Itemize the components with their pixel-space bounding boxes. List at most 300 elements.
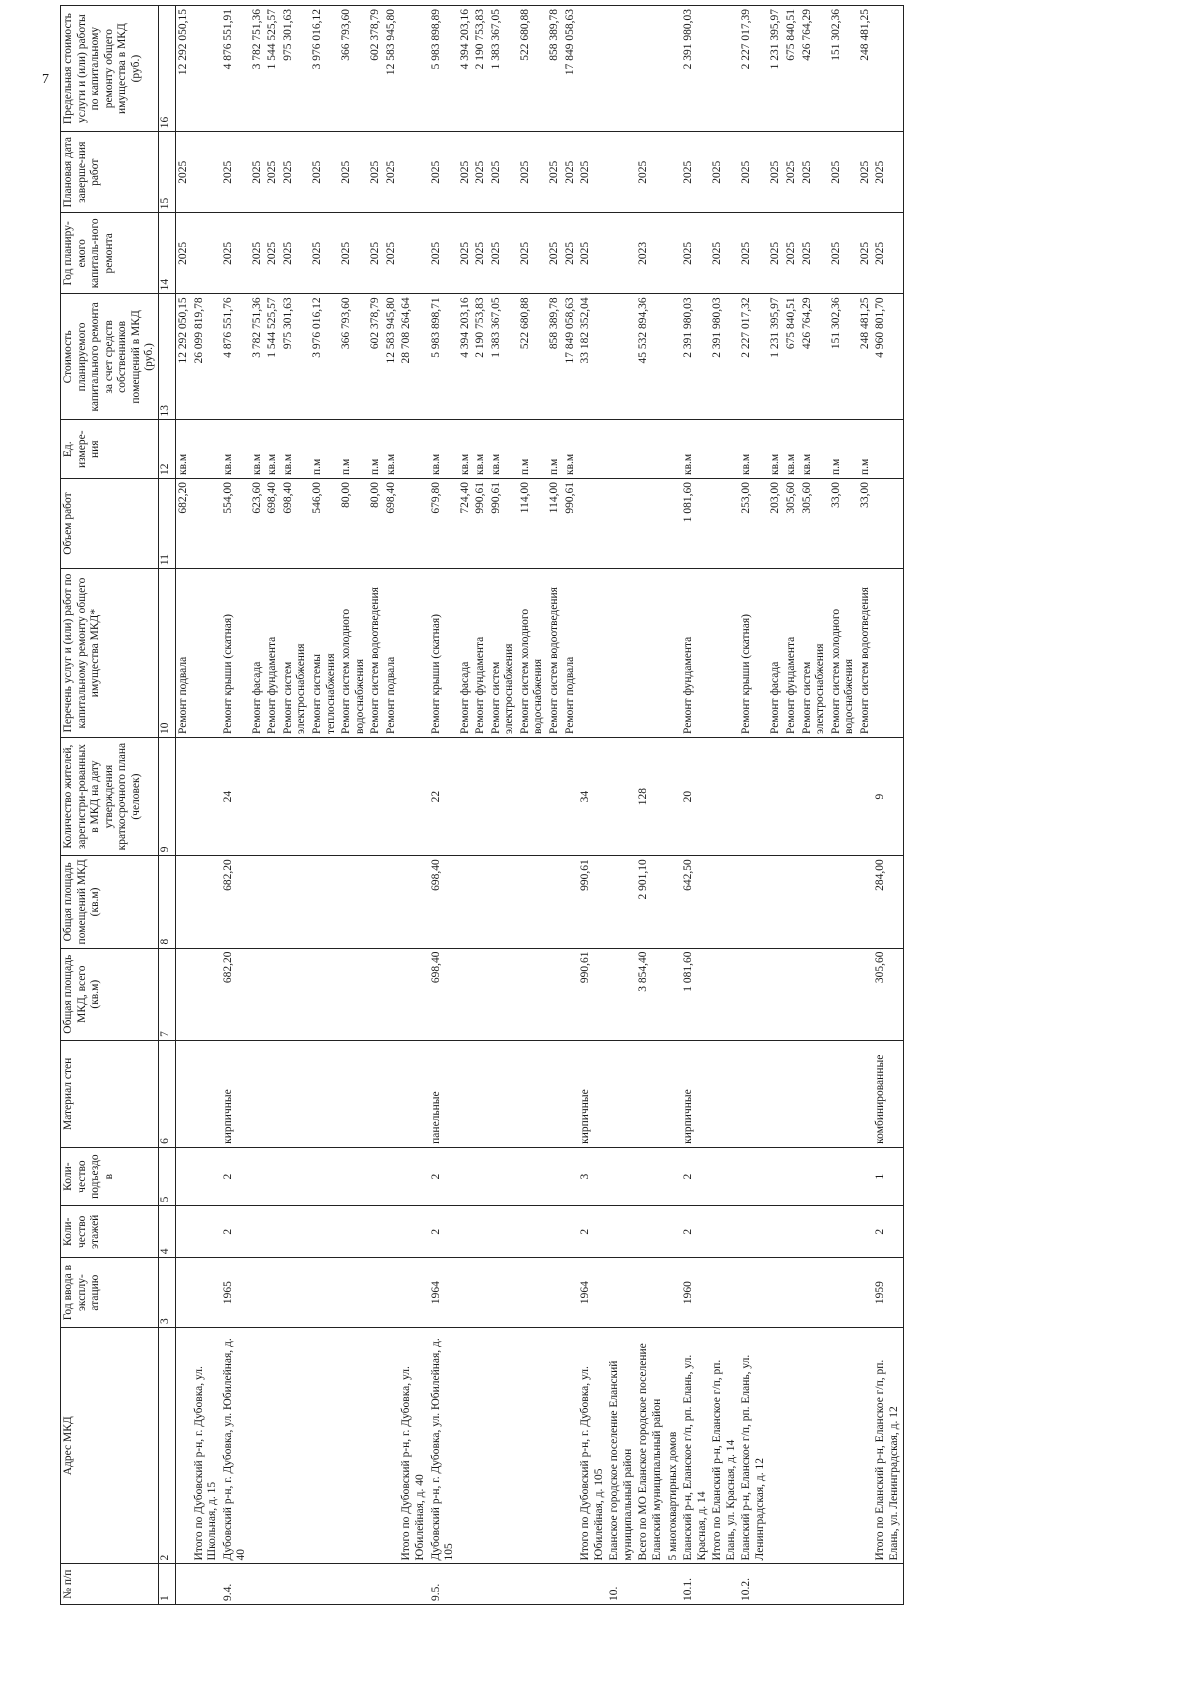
unit-cell: кв.м	[739, 420, 768, 479]
total-area-cell	[399, 948, 428, 1040]
total-area-cell	[829, 948, 858, 1040]
total-area-cell	[547, 948, 563, 1040]
address-cell: Итого по Дубовский р-н, г. Дубовка, ул. Юбилейная, д. 40	[399, 1328, 428, 1564]
premises-area-cell	[768, 856, 784, 948]
address-cell	[829, 1328, 858, 1564]
work-type-cell: Ремонт системы теплоснабжения	[310, 569, 339, 738]
residents-cell	[563, 737, 579, 855]
cost-cell: 1 383 367,05	[489, 294, 518, 420]
volume-cell: 33,00	[858, 479, 874, 569]
premises-area-cell	[666, 856, 682, 948]
row-number-cell	[666, 1564, 682, 1605]
unit-cell: п.м	[339, 420, 368, 479]
wall-material-cell	[192, 1040, 221, 1147]
completion-year-cell: 2025	[784, 132, 800, 213]
wall-material-cell: комбинированные	[873, 1040, 903, 1147]
volume-cell	[710, 479, 739, 569]
year-cell	[607, 1258, 636, 1328]
table-row	[858, 6, 874, 1605]
col-number: 13	[158, 294, 175, 420]
residents-cell	[281, 737, 310, 855]
cost-cell: 248 481,25	[858, 294, 874, 420]
completion-year-cell: 2025	[547, 132, 563, 213]
work-type-cell: Ремонт систем электроснабжения	[489, 569, 518, 738]
wall-material-cell	[175, 1040, 191, 1147]
entrances-cell	[666, 1147, 682, 1206]
repair-year-cell: 2025	[518, 213, 547, 294]
premises-area-cell	[192, 856, 221, 948]
floors-cell	[800, 1206, 829, 1258]
floors-cell	[739, 1206, 768, 1258]
unit-cell: кв.м	[489, 420, 518, 479]
residents-cell	[739, 737, 768, 855]
floors-cell	[265, 1206, 281, 1258]
total-area-cell	[768, 948, 784, 1040]
volume-cell: 682,20	[175, 479, 191, 569]
year-cell	[250, 1258, 266, 1328]
repair-year-cell: 2025	[339, 213, 368, 294]
total-area-cell: 305,60	[873, 948, 903, 1040]
cost-cell: 5 983 898,71	[429, 294, 458, 420]
volume-cell: 623,60	[250, 479, 266, 569]
work-type-cell: Ремонт крыши (скатная)	[429, 569, 458, 738]
cost-cell: 4 876 551,76	[221, 294, 250, 420]
work-type-cell: Ремонт систем электроснабжения	[800, 569, 829, 738]
floors-cell: 2	[681, 1206, 710, 1258]
year-cell: 1964	[578, 1258, 607, 1328]
max-cost-cell: 366 793,60	[339, 6, 368, 132]
volume-cell: 990,61	[563, 479, 579, 569]
unit-cell: кв.м	[563, 420, 579, 479]
col-header-works-list: Перечень услуг и (или) работ по капитальному ремонту общего имущества МКД*	[61, 569, 159, 738]
table-row	[636, 6, 665, 1605]
year-cell: 1959	[873, 1258, 903, 1328]
premises-area-cell	[800, 856, 829, 948]
volume-cell: 554,00	[221, 479, 250, 569]
floors-cell	[710, 1206, 739, 1258]
row-number-cell: 9.4.	[221, 1564, 250, 1605]
premises-area-cell	[473, 856, 489, 948]
premises-area-cell: 2 901,10	[636, 856, 665, 948]
premises-area-cell	[339, 856, 368, 948]
table-row	[175, 6, 191, 1605]
cost-cell	[607, 294, 636, 420]
floors-cell: 2	[429, 1206, 458, 1258]
year-cell: 1964	[429, 1258, 458, 1328]
entrances-cell: 1	[873, 1147, 903, 1206]
volume-cell: 698,40	[384, 479, 400, 569]
volume-cell: 990,61	[489, 479, 518, 569]
max-cost-cell: 17 849 058,63	[563, 6, 579, 132]
row-number-cell	[384, 1564, 400, 1605]
wall-material-cell	[607, 1040, 636, 1147]
entrances-cell	[310, 1147, 339, 1206]
unit-cell: кв.м	[384, 420, 400, 479]
completion-year-cell: 2025	[489, 132, 518, 213]
cost-cell: 426 764,29	[800, 294, 829, 420]
repair-year-cell: 2025	[858, 213, 874, 294]
total-area-cell	[192, 948, 221, 1040]
total-area-cell: 698,40	[429, 948, 458, 1040]
floors-cell	[858, 1206, 874, 1258]
cost-cell: 1 544 525,57	[265, 294, 281, 420]
row-number-cell	[339, 1564, 368, 1605]
volume-cell	[873, 479, 903, 569]
table-row	[192, 6, 221, 1605]
repair-year-cell: 2025	[458, 213, 474, 294]
work-type-cell: Ремонт систем водоотведения	[368, 569, 384, 738]
cost-cell: 366 793,60	[339, 294, 368, 420]
volume-cell: 724,40	[458, 479, 474, 569]
unit-cell: п.м	[368, 420, 384, 479]
volume-cell: 679,80	[429, 479, 458, 569]
year-cell	[399, 1258, 428, 1328]
floors-cell	[784, 1206, 800, 1258]
unit-cell	[399, 420, 428, 479]
completion-year-cell	[192, 132, 221, 213]
entrances-cell	[607, 1147, 636, 1206]
volume-cell: 80,00	[339, 479, 368, 569]
floors-cell	[384, 1206, 400, 1258]
unit-cell: п.м	[858, 420, 874, 479]
address-cell: Итого по Дубовский р-н, г. Дубовка, ул. Юбилейная, д. 105	[578, 1328, 607, 1564]
completion-year-cell	[666, 132, 682, 213]
unit-cell: п.м	[829, 420, 858, 479]
max-cost-cell: 522 680,88	[518, 6, 547, 132]
volume-cell: 305,60	[800, 479, 829, 569]
col-number: 16	[158, 6, 175, 132]
wall-material-cell	[710, 1040, 739, 1147]
premises-area-cell	[458, 856, 474, 948]
volume-cell: 698,40	[281, 479, 310, 569]
unit-cell	[578, 420, 607, 479]
address-cell: Итого по Еланский р-н, Еланское г/п, рп. Елань, ул. Красная, д. 14	[710, 1328, 739, 1564]
table-row	[547, 6, 563, 1605]
table-row	[310, 6, 339, 1605]
residents-cell	[192, 737, 221, 855]
cost-cell	[666, 294, 682, 420]
col-number: 14	[158, 213, 175, 294]
premises-area-cell: 990,61	[578, 856, 607, 948]
wall-material-cell: кирпичные	[578, 1040, 607, 1147]
row-number-cell	[489, 1564, 518, 1605]
unit-cell: кв.м	[250, 420, 266, 479]
wall-material-cell	[281, 1040, 310, 1147]
rotated-table-page	[60, 5, 1180, 1605]
total-area-cell: 3 854,40	[636, 948, 665, 1040]
unit-cell: п.м	[518, 420, 547, 479]
year-cell: 1960	[681, 1258, 710, 1328]
year-cell	[192, 1258, 221, 1328]
cost-cell: 151 302,36	[829, 294, 858, 420]
residents-cell	[784, 737, 800, 855]
wall-material-cell	[784, 1040, 800, 1147]
table-row	[281, 6, 310, 1605]
completion-year-cell: 2025	[281, 132, 310, 213]
table-body	[175, 6, 903, 1605]
volume-cell: 203,00	[768, 479, 784, 569]
repair-year-cell: 2025	[384, 213, 400, 294]
wall-material-cell	[250, 1040, 266, 1147]
wall-material-cell	[368, 1040, 384, 1147]
work-type-cell: Ремонт систем холодного водоснабжения	[339, 569, 368, 738]
entrances-cell	[458, 1147, 474, 1206]
max-cost-cell: 3 976 016,12	[310, 6, 339, 132]
entrances-cell	[710, 1147, 739, 1206]
table-row	[681, 6, 710, 1605]
unit-cell: кв.м	[175, 420, 191, 479]
volume-cell: 546,00	[310, 479, 339, 569]
work-type-cell: Ремонт фундамента	[681, 569, 710, 738]
volume-cell	[399, 479, 428, 569]
col-number: 8	[158, 856, 175, 948]
residents-cell: 34	[578, 737, 607, 855]
col-number: 2	[158, 1328, 175, 1564]
col-number: 12	[158, 420, 175, 479]
col-header-address: Адрес МКД	[61, 1328, 159, 1564]
max-cost-cell: 151 302,36	[829, 6, 858, 132]
work-type-cell	[578, 569, 607, 738]
wall-material-cell	[473, 1040, 489, 1147]
address-cell	[563, 1328, 579, 1564]
row-number-cell	[399, 1564, 428, 1605]
premises-area-cell	[784, 856, 800, 948]
year-cell	[636, 1258, 665, 1328]
address-cell	[310, 1328, 339, 1564]
table-row	[578, 6, 607, 1605]
floors-cell: 2	[221, 1206, 250, 1258]
completion-year-cell: 2025	[265, 132, 281, 213]
floors-cell	[607, 1206, 636, 1258]
completion-year-cell: 2025	[563, 132, 579, 213]
col-header-year: Год ввода в эксплу-атацию	[61, 1258, 159, 1328]
column-number-row	[158, 6, 175, 1605]
residents-cell	[829, 737, 858, 855]
year-cell	[458, 1258, 474, 1328]
unit-cell: кв.м	[768, 420, 784, 479]
address-cell	[458, 1328, 474, 1564]
cost-cell: 2 227 017,32	[739, 294, 768, 420]
premises-area-cell	[858, 856, 874, 948]
wall-material-cell	[547, 1040, 563, 1147]
col-number: 11	[158, 479, 175, 569]
repair-year-cell: 2025	[310, 213, 339, 294]
premises-area-cell	[399, 856, 428, 948]
page-number: 7	[42, 72, 49, 87]
premises-area-cell: 682,20	[221, 856, 250, 948]
max-cost-cell: 12 292 050,15	[175, 6, 191, 132]
table-row	[473, 6, 489, 1605]
cost-cell: 675 840,51	[784, 294, 800, 420]
residents-cell	[607, 737, 636, 855]
residents-cell	[175, 737, 191, 855]
entrances-cell	[518, 1147, 547, 1206]
work-type-cell: Ремонт фундамента	[784, 569, 800, 738]
wall-material-cell	[563, 1040, 579, 1147]
total-area-cell	[310, 948, 339, 1040]
residents-cell	[547, 737, 563, 855]
header-row	[61, 6, 159, 1605]
cost-cell: 3 782 751,36	[250, 294, 266, 420]
total-area-cell	[458, 948, 474, 1040]
unit-cell: кв.м	[265, 420, 281, 479]
address-cell	[858, 1328, 874, 1564]
residents-cell: 9	[873, 737, 903, 855]
address-cell	[281, 1328, 310, 1564]
entrances-cell	[800, 1147, 829, 1206]
address-cell: Дубовский р-н, г. Дубовка, ул. Юбилейная, д. 40	[221, 1328, 250, 1564]
premises-area-cell	[489, 856, 518, 948]
row-number-cell	[829, 1564, 858, 1605]
floors-cell: 2	[873, 1206, 903, 1258]
year-cell	[175, 1258, 191, 1328]
col-header-entrances: Коли-чество подъездо в	[61, 1147, 159, 1206]
cost-cell: 28 708 264,64	[399, 294, 428, 420]
unit-cell: кв.м	[221, 420, 250, 479]
year-cell	[489, 1258, 518, 1328]
wall-material-cell	[399, 1040, 428, 1147]
col-number: 15	[158, 132, 175, 213]
wall-material-cell	[310, 1040, 339, 1147]
completion-year-cell: 2025	[768, 132, 784, 213]
year-cell	[739, 1258, 768, 1328]
floors-cell	[281, 1206, 310, 1258]
row-number-cell	[636, 1564, 665, 1605]
table-row	[221, 6, 250, 1605]
max-cost-cell: 3 782 751,36	[250, 6, 266, 132]
floors-cell	[829, 1206, 858, 1258]
entrances-cell	[829, 1147, 858, 1206]
premises-area-cell	[547, 856, 563, 948]
table-row	[489, 6, 518, 1605]
floors-cell	[563, 1206, 579, 1258]
repair-year-cell: 2025	[175, 213, 191, 294]
wall-material-cell: кирпичные	[681, 1040, 710, 1147]
volume-cell: 33,00	[829, 479, 858, 569]
work-type-cell: Ремонт фасада	[768, 569, 784, 738]
repair-year-cell	[192, 213, 221, 294]
unit-cell: п.м	[547, 420, 563, 479]
wall-material-cell	[265, 1040, 281, 1147]
col-header-number: № п/п	[61, 1564, 159, 1605]
address-cell	[518, 1328, 547, 1564]
premises-area-cell: 698,40	[429, 856, 458, 948]
total-area-cell: 990,61	[578, 948, 607, 1040]
row-number-cell: 10.1.	[681, 1564, 710, 1605]
col-number: 3	[158, 1258, 175, 1328]
table-row	[265, 6, 281, 1605]
premises-area-cell	[250, 856, 266, 948]
residents-cell	[458, 737, 474, 855]
col-number: 4	[158, 1206, 175, 1258]
residents-cell	[518, 737, 547, 855]
unit-cell: кв.м	[458, 420, 474, 479]
floors-cell	[368, 1206, 384, 1258]
table-row	[829, 6, 858, 1605]
residents-cell	[858, 737, 874, 855]
residents-cell	[489, 737, 518, 855]
cost-cell: 4 394 203,16	[458, 294, 474, 420]
premises-area-cell	[607, 856, 636, 948]
max-cost-cell: 248 481,25	[858, 6, 874, 132]
total-area-cell	[281, 948, 310, 1040]
volume-cell	[666, 479, 682, 569]
max-cost-cell	[636, 6, 665, 132]
wall-material-cell: кирпичные	[221, 1040, 250, 1147]
year-cell	[518, 1258, 547, 1328]
year-cell	[265, 1258, 281, 1328]
work-type-cell: Ремонт фасада	[458, 569, 474, 738]
row-number-cell	[175, 1564, 191, 1605]
total-area-cell	[175, 948, 191, 1040]
work-type-cell: Ремонт систем холодного водоснабжения	[518, 569, 547, 738]
floors-cell	[399, 1206, 428, 1258]
volume-cell	[636, 479, 665, 569]
repair-year-cell: 2025	[250, 213, 266, 294]
floors-cell	[666, 1206, 682, 1258]
table-row	[429, 6, 458, 1605]
unit-cell: п.м	[310, 420, 339, 479]
wall-material-cell	[858, 1040, 874, 1147]
volume-cell	[192, 479, 221, 569]
total-area-cell	[473, 948, 489, 1040]
year-cell	[829, 1258, 858, 1328]
address-cell: Дубовский р-н, г. Дубовка, ул. Юбилейная, д. 105	[429, 1328, 458, 1564]
table-row	[368, 6, 384, 1605]
cost-cell: 4 960 801,70	[873, 294, 903, 420]
total-area-cell	[250, 948, 266, 1040]
cost-cell: 17 849 058,63	[563, 294, 579, 420]
repair-year-cell: 2025	[281, 213, 310, 294]
year-cell	[768, 1258, 784, 1328]
work-type-cell: Ремонт крыши (скатная)	[221, 569, 250, 738]
unit-cell	[666, 420, 682, 479]
total-area-cell	[800, 948, 829, 1040]
address-cell	[339, 1328, 368, 1564]
unit-cell	[607, 420, 636, 479]
col-number: 5	[158, 1147, 175, 1206]
unit-cell: кв.м	[681, 420, 710, 479]
row-number-cell	[873, 1564, 903, 1605]
work-type-cell: Ремонт фундамента	[473, 569, 489, 738]
total-area-cell	[368, 948, 384, 1040]
address-cell	[368, 1328, 384, 1564]
floors-cell	[192, 1206, 221, 1258]
repair-year-cell: 2025	[681, 213, 710, 294]
floors-cell	[473, 1206, 489, 1258]
unit-cell: кв.м	[473, 420, 489, 479]
volume-cell: 114,00	[547, 479, 563, 569]
max-cost-cell: 1 383 367,05	[489, 6, 518, 132]
volume-cell: 698,40	[265, 479, 281, 569]
col-header-volume: Объем работ	[61, 479, 159, 569]
col-number: 9	[158, 737, 175, 855]
max-cost-cell	[578, 6, 607, 132]
row-number-cell	[710, 1564, 739, 1605]
max-cost-cell: 1 544 525,57	[265, 6, 281, 132]
max-cost-cell	[192, 6, 221, 132]
address-cell: Еланский р-н, Еланское г/п, рп. Елань, ул. Ленинградская, д. 12	[739, 1328, 768, 1564]
unit-cell	[636, 420, 665, 479]
work-type-cell: Ремонт подвала	[384, 569, 400, 738]
repair-year-cell: 2025	[473, 213, 489, 294]
cost-cell: 12 583 945,80	[384, 294, 400, 420]
year-cell	[547, 1258, 563, 1328]
entrances-cell	[399, 1147, 428, 1206]
premises-area-cell	[563, 856, 579, 948]
volume-cell: 253,00	[739, 479, 768, 569]
col-header-total-area: Общая площадь МКД, всего (кв.м)	[61, 948, 159, 1040]
